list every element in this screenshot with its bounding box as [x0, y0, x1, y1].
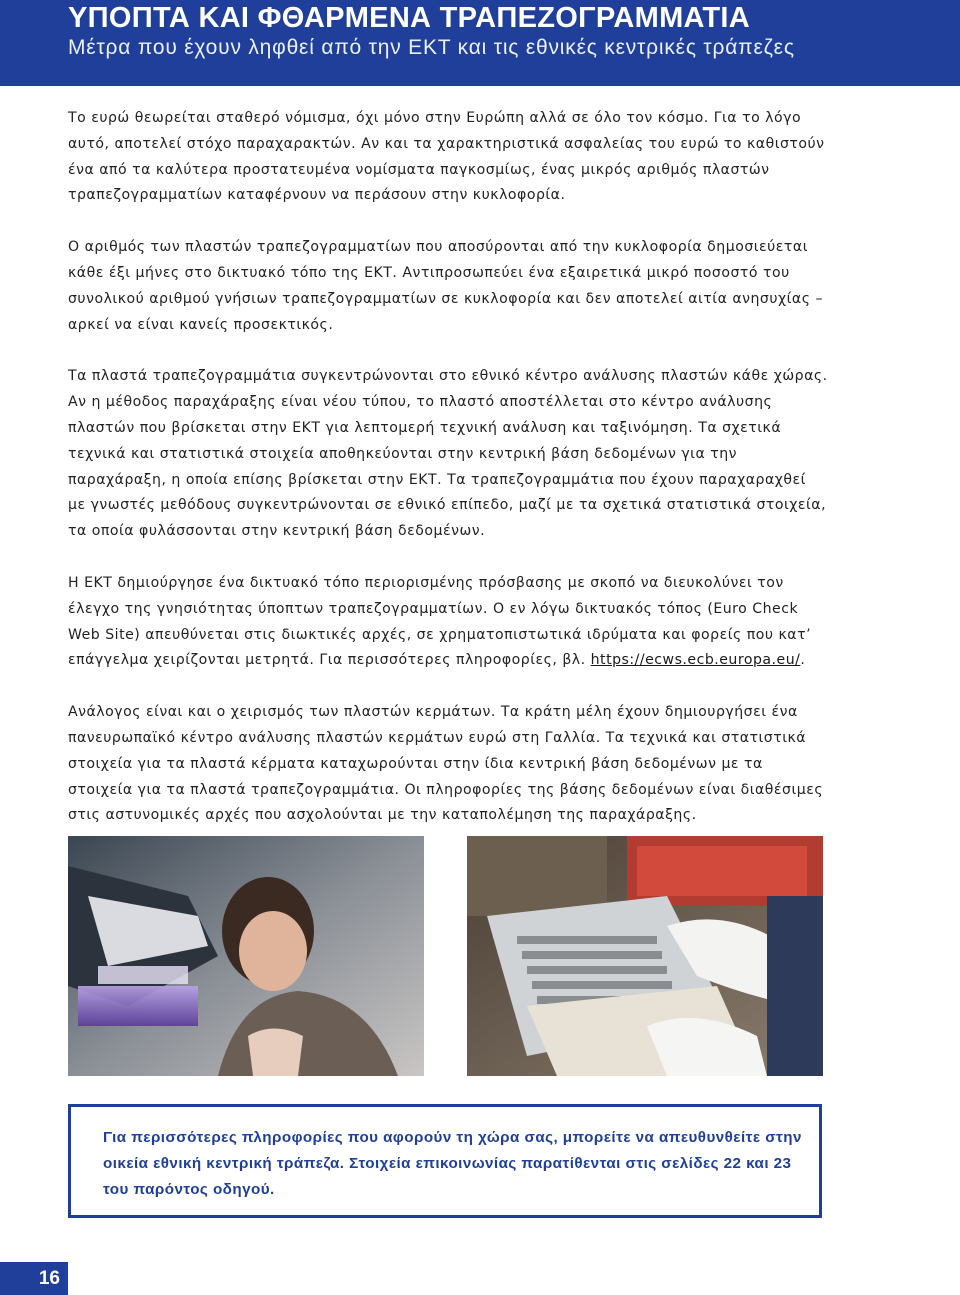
info-box: [68, 1104, 822, 1218]
page-subtitle: Μέτρα που έχουν ληφθεί από την ΕΚΤ και τις εθνικές κεντρικές τράπεζες: [68, 36, 795, 59]
paragraph-statistics: Ο αριθμός των πλαστών τραπεζογραμματίων που αποσύρονται από την κυκλοφορία δημοσιεύεται κάθε έξι μήνες στο δικτυακό τόπο της ΕΚΤ. Αντιπροσωπεύει ένα εξαιρετικά μικρό ποσοστό του συνολικού αριθμού γνήσιων τραπεζογραμματίων σε κυκλοφορία και δεν αποτελεί αιτία ανησυχίας – αρκεί να είναι κανείς προσεκτικός.: [68, 239, 824, 333]
ecws-link[interactable]: https://ecws.ecb.europa.eu/: [590, 652, 801, 669]
body-text: [68, 106, 828, 855]
paragraph-intro: Το ευρώ θεωρείται σταθερό νόμισμα, όχι μόνο στην Ευρώπη αλλά σε όλο τον κόσμο. Για το λόγο αυτό, αποτελεί στόχο παραχαρακτών. Αν και τα χαρακτηριστικά ασφαλείας του ευρώ το καθιστούν ένα από τα καλύτερα προστατευμένα νομίσματα παγκοσμίως, ένας μικρός αριθμός πλαστών τραπεζογραμματίων καταφέρνουν να περάσουν στην κυκλοφορία.: [68, 110, 825, 204]
paragraph-euro-check-text: Η ΕΚΤ δημιούργησε ένα δικτυακό τόπο περιορισμένης πρόσβασης με σκοπό να διευκολύνει τον έλεγχο της γνησιότητας ύποπτων τραπεζογραμματίων. Ο εν λόγω δικτυακός τόπος (Euro Check Web Site) απευθύνεται στις διωκτικές αρχές, σε χρηματοπιστωτικά ιδρύματα και φορείς που κατ’ επάγγελμα χειρίζονται μετρητά. Για περισσότερες πληροφορίες, βλ.: [68, 574, 812, 669]
page-title: ΥΠΟΠΤΑ ΚΑΙ ΦΘΑΡΜΕΝΑ ΤΡΑΠΕΖΟΓΡΑΜΜΑΤΙΑ: [68, 2, 750, 34]
paragraph-analysis-centre: Τα πλαστά τραπεζογραμμάτια συγκεντρώνονται στο εθνικό κέντρο ανάλυσης πλαστών κάθε χώρας. Αν η μέθοδος παραχάραξης είναι νέου τύπου, το πλαστό αποστέλλεται στο κέντρο ανάλυσης πλαστών που βρίσκεται στην ΕΚΤ για λεπτομερή τεχνική ανάλυση και ταξινόμηση. Τα σχετικά τεχνικά και στατιστικά στοιχεία αποθηκεύονται στην κεντρική βάση δεδομένων για την παραχάραξη, η οποία επίσης βρίσκεται στην ΕΚΤ. Τα τραπεζογραμμάτια που έχουν παραχαραχθεί με γνωστές μεθόδους συγκεντρώνονται σε εθνικό επίπεδο, μαζί με τα σχετικά στατιστικά στοιχεία, τα οποία φυλάσσονται στην κεντρική βάση δεδομένων.: [68, 368, 828, 540]
page-number: 16: [0, 1262, 68, 1295]
header-band: [0, 0, 960, 86]
paragraph-euro-check-end: .: [800, 652, 806, 669]
paragraph-euro-check-site: [68, 571, 828, 674]
photo-woman-inspecting-banknote: [68, 836, 424, 1076]
paragraph-coins: Ανάλογος είναι και ο χειρισμός των πλαστών κερμάτων. Τα κράτη μέλη έχουν δημιουργήσει ένα πανευρωπαϊκό κέντρο ανάλυσης πλαστών κερμάτων ευρώ στη Γαλλία. Τα τεχνικά και στατιστικά στοιχεία για τα πλαστά κέρματα καταχωρούνται στην ίδια κεντρική βάση δεδομένων με τα στοιχεία για τα πλαστά τραπεζογραμμάτια. Οι πληροφορίες της βάσης δεδομένων είναι διαθέσιμες στις αστυνομικές αρχές που ασχολούνται με την καταπολέμηση της παραχάραξης.: [68, 704, 824, 824]
photo-coin-analysis: [467, 836, 823, 1076]
info-box-text: Για περισσότερες πληροφορίες που αφορούν τη χώρα σας, μπορείτε να απευθυνθείτε στην οικεία εθνική κεντρική τράπεζα. Στοιχεία επικοινωνίας παρατίθενται στις σελίδες 22 και 23 του παρόντος οδηγού.: [103, 1129, 802, 1198]
